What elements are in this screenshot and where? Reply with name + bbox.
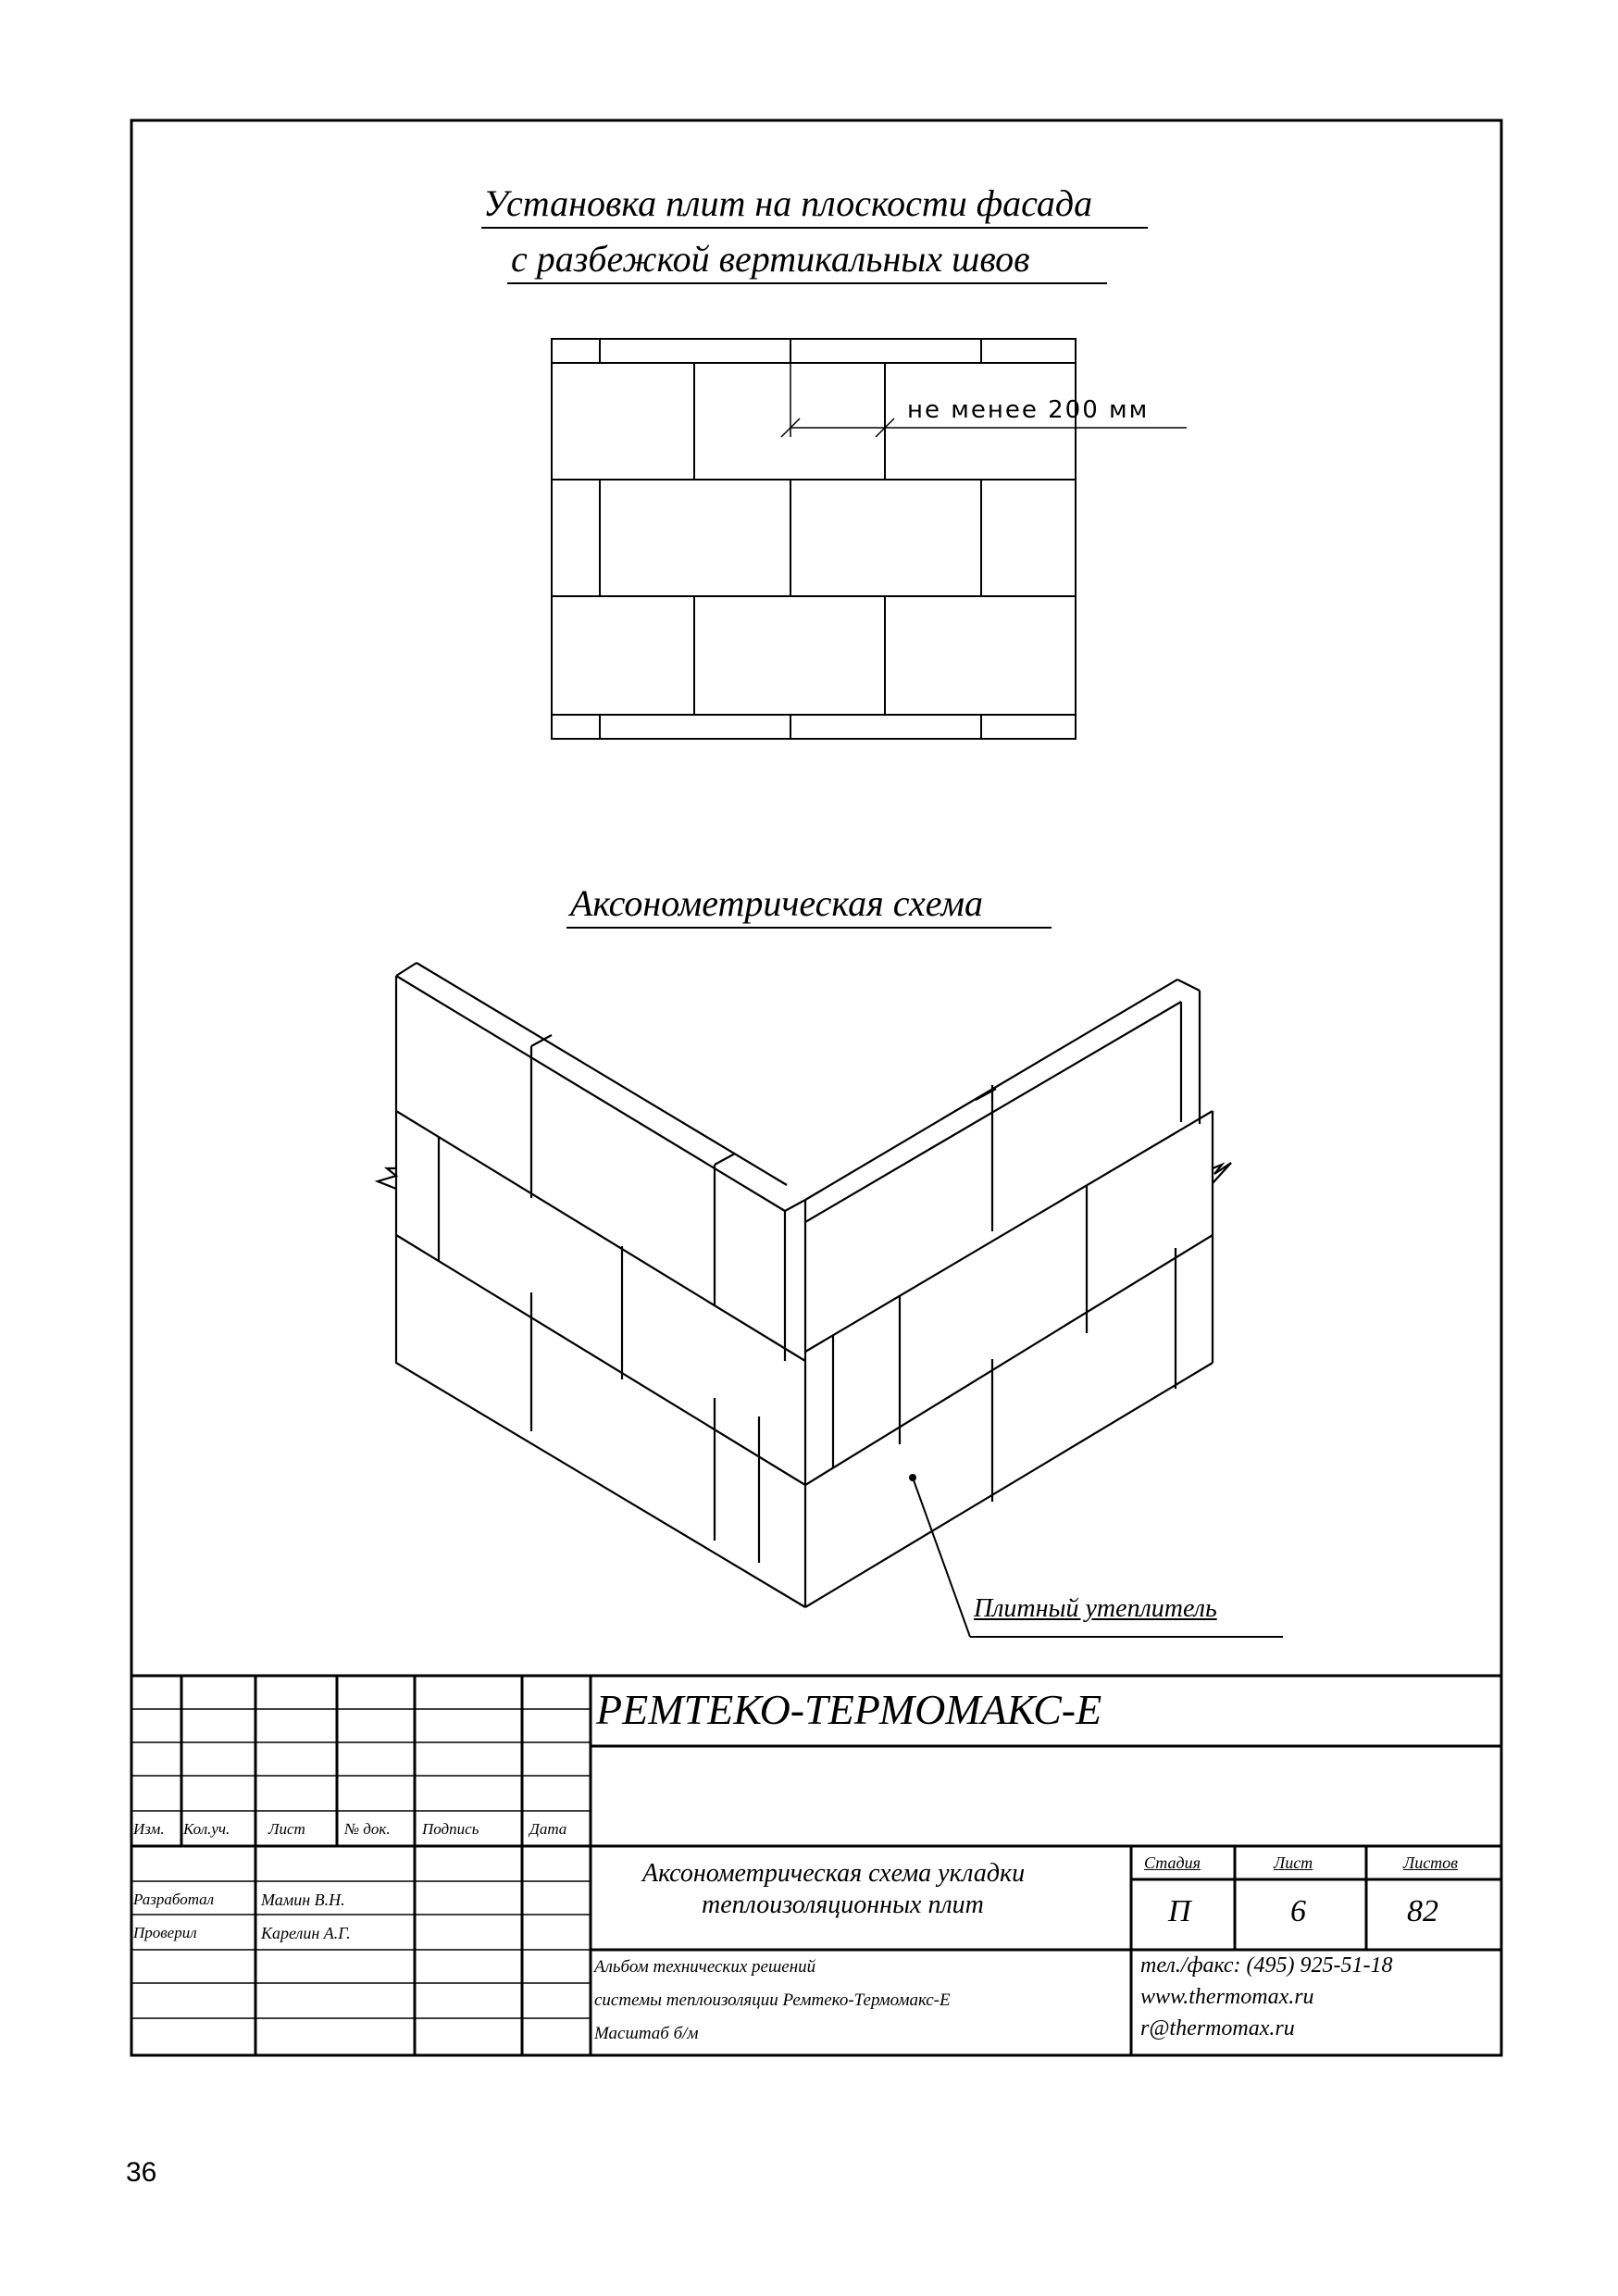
contact-email: r@thermomax.ru [1140,2016,1295,2040]
col-header-date: Дата [529,1820,567,1838]
contact-phone: тел./факс: (495) 925-51-18 [1140,1953,1393,1978]
checked-role: Проверил [133,1924,197,1941]
facade-heading-line1: Установка плит на плоскости фасада [483,182,1093,224]
col-header-kol-uch: Кол.уч. [183,1820,230,1838]
album-line2: системы теплоизоляции Ремтеко-Термомакс-Е [594,1990,951,2010]
facade-heading-line2: с разбежкой вертикальных швов [511,238,1030,280]
developed-name: Мамин В.Н. [261,1890,345,1909]
drawing-title-line2: теплоизоляционных плит [702,1890,984,1919]
sheets-value: 82 [1407,1894,1438,1928]
axon-heading: Аксонометрическая схема [570,882,983,924]
drawing-title-line1: Аксонометрическая схема укладки [642,1859,1026,1888]
stage-value: П [1168,1894,1191,1928]
contact-web: www.thermomax.ru [1140,1985,1314,2009]
sheet-value: 6 [1290,1894,1306,1928]
dimension-label: не менее 200 мм [907,396,1150,424]
col-header-doc: № док. [344,1820,391,1838]
album-line3: Масштаб б/м [594,2024,699,2043]
col-header-list: Лист [268,1820,305,1838]
page-number: 36 [126,2157,157,2188]
col-header-izm: Изм. [133,1820,165,1838]
checked-name: Карелин А.Г. [261,1924,351,1942]
col-header-signature: Подпись [422,1820,479,1838]
callout-label: Плитный утеплитель [974,1594,1217,1623]
album-line1: Альбом технических решений [594,1957,816,1977]
sheet-label: Лист [1274,1853,1313,1872]
axonometric-scheme [378,963,1231,1607]
company-name: РЕМТЕКО-ТЕРМОМАКС-Е [596,1686,1102,1733]
stage-label: Стадия [1144,1853,1201,1872]
developed-role: Разработал [133,1890,215,1908]
sheets-label: Листов [1403,1853,1458,1872]
